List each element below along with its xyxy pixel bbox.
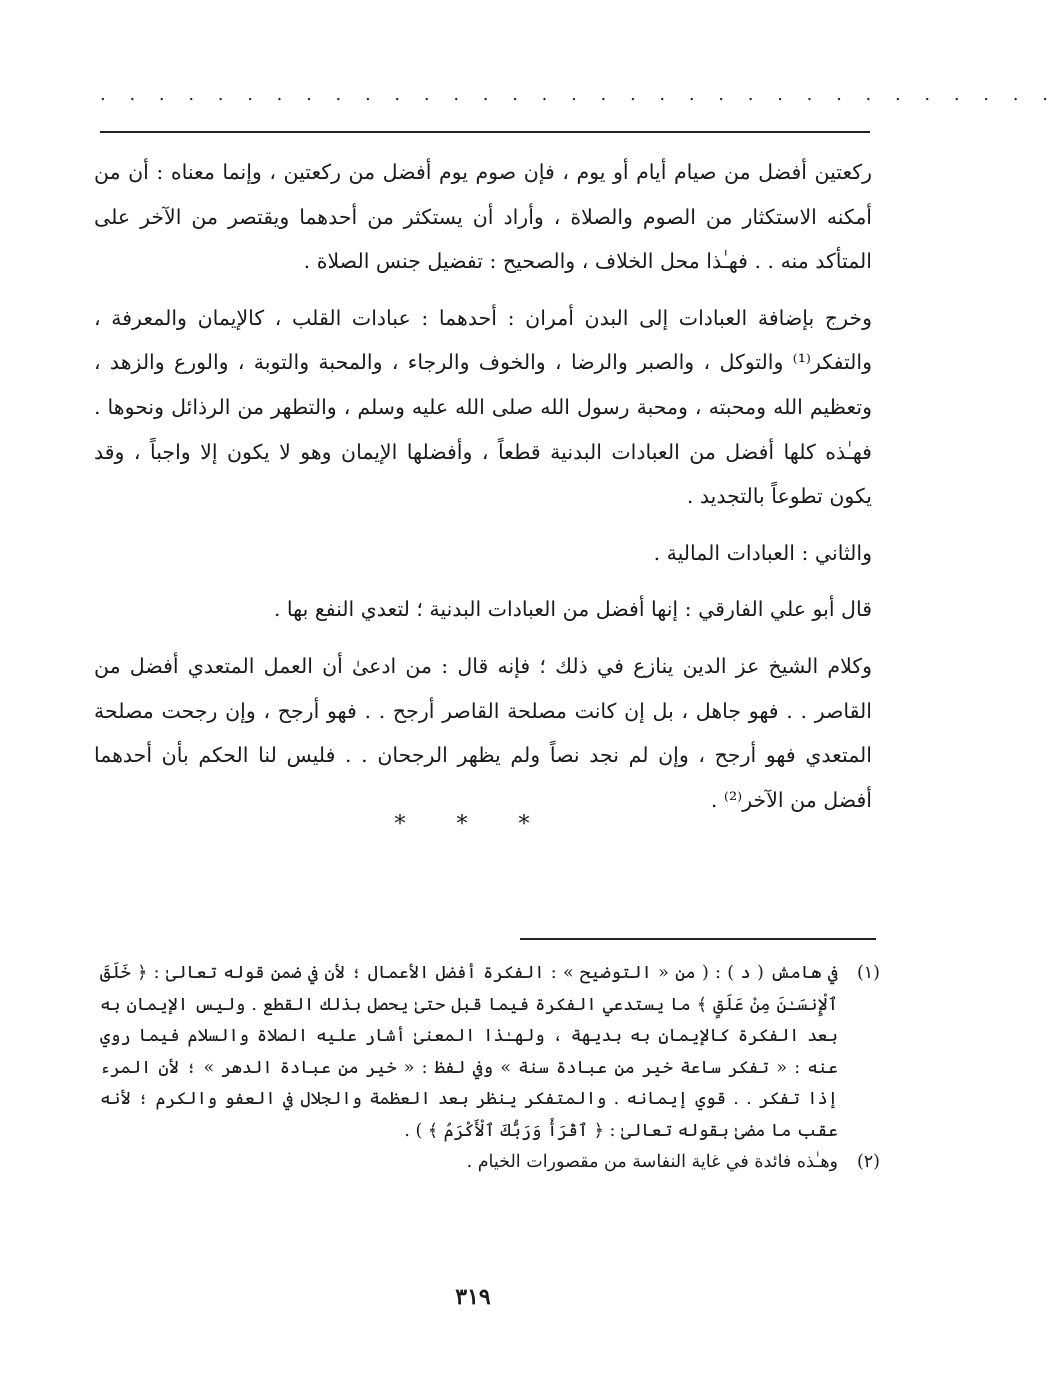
footnote-2	[100, 1147, 880, 1179]
header-dots: . . . . . . . . . . . . . . . . . . . . . . . . . . . . . . . . .	[100, 84, 1057, 105]
page-number: ٣١٩	[455, 1284, 491, 1310]
paragraph-3: والثاني : العبادات المالية .	[653, 540, 872, 565]
main-text	[94, 150, 872, 834]
paragraph-5: وكلام الشيخ عز الدين ينازع في ذلك ؛ فإنه قال : من ادعىٰ أن العمل المتعدي أفضل من القاصر . . فهو جاهل ، بل إن كانت مصلحة القاصر أرجح . . فهو أرجح ، وإن رجحت مصلحة المتعدي فهو أرجح ، وإن لم نجد نصاً ولم يظهر الرجحان . . فليس لنا الحكم بأن أحدهما أفضل من الآخر⁽²⁾ .	[94, 653, 872, 812]
paragraph-1: ركعتين أفضل من صيام أيام أو يوم ، فإن صوم يوم أفضل من ركعتين ، وإنما معناه : أن من أمكنه الاستكثار من الصوم والصلاة ، وأراد أن يستكثر من أحدهما ويقتصر من الآخر على المتأكد منه . . فهـٰذا محل الخلاف ، والصحيح : تفضيل جنس الصلاة .	[94, 160, 872, 274]
footnotes	[100, 958, 880, 1179]
footnote-1	[100, 958, 880, 1147]
footnote-text: وهـٰذه فائدة في غاية النفاسة من مقصورات الخيام .	[466, 1152, 838, 1172]
footnote-rule	[520, 938, 876, 940]
section-separator: * * *	[394, 812, 552, 837]
footnote-number: (٢)	[856, 1152, 880, 1172]
paragraph-4: قال أبو علي الفارقي : إنها أفضل من العبادات البدنية ؛ لتعدي النفع بها .	[273, 597, 872, 622]
footnote-text: في هامش ( د ) : ( من « التوضيح » : الفكرة أفضل الأعمال ؛ لأن في ضمن قوله تعالىٰ : ﴿ خَلَقَ ٱلْإِنسَـٰنَ مِنْ عَلَقٍ ﴾ ما يستدعي الفكرة فيما قبل حتىٰ يحصل بذلك القطع . وليس الإيمان به بعد الفكرة كالإيمان به بديهة ، ولهـٰذا المعنىٰ أشار عليه الصلاة والسلام فيما روي عنه : « تفكر ساعة خير من عبادة سنة » وفي لفظ : « خير من عبادة الدهر » ؛ لأن المرء إذا تفكر . . قوي إيمانه . والمتفكر ينظر بعد العظمة والجلال في العفو والكرم ؛ لأنه عقب ما مضىٰ بقوله تعالىٰ : ﴿ ٱقْرَأْ وَرَبُّكَ ٱلْأَكْرَمُ ﴾ ) .	[100, 963, 838, 1141]
footnote-number: (١)	[856, 963, 880, 983]
header-rule	[100, 131, 870, 133]
paragraph-2: وخرج بإضافة العبادات إلى البدن أمران : أحدهما : عبادات القلب ، كالإيمان والمعرفة ، والتفكر⁽¹⁾ والتوكل ، والصبر والرضا ، والخوف والرجاء ، والمحبة والتوبة ، والورع والزهد ، وتعظيم الله ومحبته ، ومحبة رسول الله صلى الله عليه وسلم ، والتطهر من الرذائل ونحوها . فهـٰذه كلها أفضل من العبادات البدنية قطعاً ، وأفضلها الإيمان وهو لا يكون إلا واجباً ، وقد يكون تطوعاً بالتجديد .	[94, 305, 872, 509]
